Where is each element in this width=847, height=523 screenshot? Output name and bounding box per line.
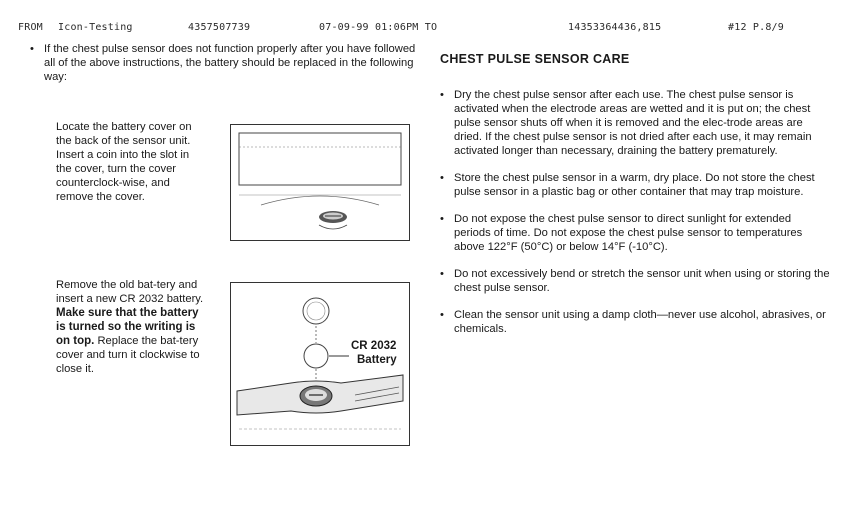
battery-intro-text: If the chest pulse sensor does not function properly after you have followed all of the above instructions, the battery should be replaced in the following way: bbox=[44, 43, 416, 83]
fax-to-number: 14353364436,815 bbox=[568, 22, 662, 33]
care-list bbox=[440, 88, 830, 349]
care-item-text: Dry the chest pulse sensor after each use. The chest pulse sensor is activated when the electrode areas are wetted and it is put on; the chest pulse sensor shuts off when it is removed and the elec-trode areas are dried. If the chest pulse sensor is not dried after each use, it may remain activated longer than necessary, draining the battery prematurely. bbox=[454, 89, 812, 157]
battery-insert-illustration bbox=[231, 283, 409, 445]
care-section-title: CHEST PULSE SENSOR CARE bbox=[440, 52, 630, 66]
care-item-text: Clean the sensor unit using a damp cloth—never use alcohol, abrasives, or chemicals. bbox=[454, 309, 826, 335]
sensor-back-illustration bbox=[231, 125, 409, 240]
fax-sender: Icon-Testing bbox=[58, 22, 133, 33]
battery-label-line2: Battery bbox=[357, 354, 397, 366]
list-item bbox=[440, 267, 830, 295]
list-item bbox=[440, 171, 830, 199]
fax-phone: 4357507739 bbox=[188, 22, 251, 33]
step2-instructions bbox=[56, 278, 206, 376]
list-item bbox=[440, 88, 830, 158]
bullet-icon: • bbox=[440, 213, 444, 225]
bullet-icon: • bbox=[440, 268, 444, 280]
battery-label-line1: CR 2032 bbox=[351, 340, 397, 352]
fax-from-label: FROM bbox=[18, 22, 43, 33]
step2-text-b: Replace the bat-tery cover and turn it clockwise to close it. bbox=[56, 335, 200, 375]
bullet-icon: • bbox=[440, 89, 444, 101]
bullet-icon: • bbox=[30, 43, 34, 55]
step1-instructions: Locate the battery cover on the back of the sensor unit. Insert a coin into the slot in the cover, turn the cover counterclock-wise, and remove the cover. bbox=[56, 121, 192, 203]
list-item bbox=[440, 308, 830, 336]
battery-cover-figure bbox=[230, 124, 410, 241]
step2-warning: Make sure that the battery is turned so the writing is on top. bbox=[56, 307, 199, 347]
step2-text-a: Remove the old bat-tery and insert a new CR 2032 battery. bbox=[56, 279, 204, 305]
battery-insert-figure bbox=[230, 282, 410, 446]
fax-header bbox=[0, 22, 847, 36]
bullet-icon: • bbox=[440, 172, 444, 184]
care-item-text: Do not excessively bend or stretch the sensor unit when using or storing the chest pulse sensor. bbox=[454, 268, 830, 294]
fax-datetime: 07-09-99 01:06PM TO bbox=[319, 22, 438, 33]
care-item-text: Do not expose the chest pulse sensor to direct sunlight for extended periods of time. Do not expose the chest pulse sensor to temperatures above 122°F (50°C) or below 14°F (-10°C). bbox=[454, 213, 803, 253]
care-item-text: Store the chest pulse sensor in a warm, dry place. Do not store the chest pulse sensor in a plastic bag or other container that may trap moisture. bbox=[454, 172, 815, 198]
fax-page: #12 P.8/9 bbox=[728, 22, 784, 33]
battery-intro bbox=[30, 42, 424, 84]
list-item bbox=[440, 212, 830, 254]
bullet-icon: • bbox=[440, 309, 444, 321]
